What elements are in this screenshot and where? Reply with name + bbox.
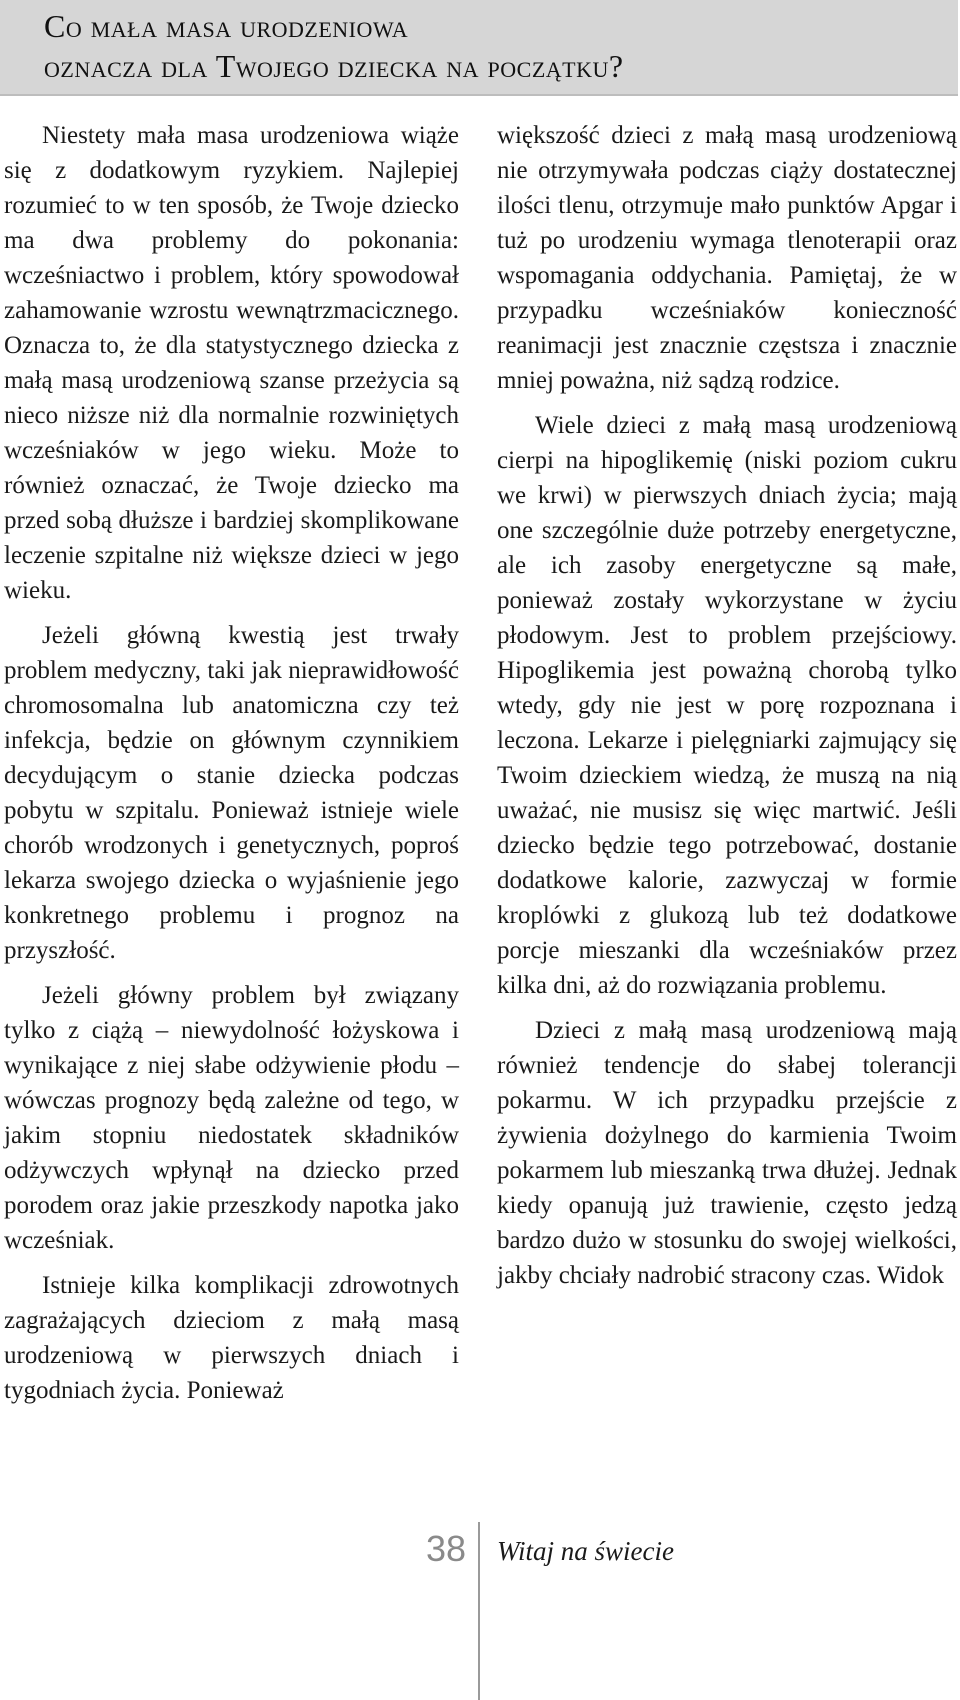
right-text-column [497, 118, 957, 1293]
chapter-heading [44, 6, 624, 86]
chapter-heading-line-2: oznacza dla Twojego dziecka na początku? [44, 48, 624, 84]
chapter-heading-line-1: Co mała masa urodzeniowa [44, 8, 409, 44]
paragraph: Istnieje kilka komplikacji zdrowotnych zagrażających dzieciom z małą masą urodzeniową w pierwszych dniach i tygodniach życia. Ponieważ [4, 1272, 459, 1404]
paragraph: Jeżeli główną kwestią jest trwały problem medyczny, taki jak nieprawidłowość chromosomalna lub anatomiczna czy też infekcja, będzie on głównym czynnikiem decydującym o stanie dziecka podczas pobytu w szpitalu. Ponieważ istnieje wiele chorób wrodzonych i genetycznych, poproś lekarza swojego dziecka o wyjaśnienie jego konkretnego problemu i prognoz na przyszłość. [4, 622, 459, 964]
paragraph: Jeżeli główny problem był związany tylko z ciążą – niewydolność łożyskowa i wynikające z niej słabe odżywienie płodu – wówczas prognozy będą zależne od tego, w jakim stopniu niedostatek składników odżywczych wpłynął na dziecko przed porodem oraz jakie przeszkody napotka jako wcześniak. [4, 982, 459, 1254]
paragraph-continued: większość dzieci z małą masą urodzeniową nie otrzymywała podczas ciąży dostatecznej ilości tlenu, otrzymuje mało punktów Apgar i tuż po urodzeniu wymaga tlenoterapii oraz wspomagania oddychania. Pamiętaj, że w przypadku wcześniaków konieczność reanimacji jest znacznie częstsza i znacznie mniej poważna, niż sądzą rodzice. [497, 122, 957, 394]
footer-divider [478, 1522, 480, 1700]
left-text-column [4, 118, 459, 1408]
running-title: Witaj na świecie [497, 1536, 674, 1566]
page-number: 38 [425, 1528, 466, 1569]
paragraph: Niestety mała masa urodzeniowa wiąże się z dodatkowym ryzykiem. Najlepiej rozumieć to w ten sposób, że Twoje dziecko ma dwa problemy do pokonania: wcześniactwo i problem, który spowodował zahamowanie wzrostu wewnątrzmacicznego. Oznacza to, że dla statystycznego dziecka z małą masą urodzeniową szanse przeżycia są nieco niższe niż dla normalnie rozwiniętych wcześniaków w jego wieku. Może to również oznaczać, że Twoje dziecko ma przed sobą dłuższe i bardziej skomplikowane leczenie szpitalne niż większe dzieci w jego wieku. [4, 122, 459, 604]
chapter-heading-band [0, 0, 958, 96]
paragraph: Wiele dzieci z małą masą urodzeniową cierpi na hipoglikemię (niski poziom cukru we krwi) w pierwszych dniach życia; mają one szczególnie duże potrzeby energetyczne, ale ich zasoby energetyczne są małe, ponieważ zostały wykorzystane w życiu płodowym. Jest to problem przejściowy. Hipoglikemia jest poważną chorobą tylko wtedy, gdy nie jest w porę rozpoznana i leczona. Lekarze i pielęgniarki zajmujący się Twoim dzieckiem wiedzą, że muszą na nią uważać, nie musisz się więc martwić. Jeśli dziecko będzie tego potrzebować, dostanie dodatkowe kalorie, zazwyczaj w formie kroplówki z glukozą lub też dodatkowe porcje mieszanki dla wcześniaków przez kilka dni, aż do rozwiązania problemu. [497, 412, 957, 999]
paragraph: Dzieci z małą masą urodzeniową mają również tendencje do słabej tolerancji pokarmu. W ich przypadku przejście z żywienia dożylnego do karmienia Twoim pokarmem lub mieszanką trwa dłużej. Jednak kiedy opanują już trawienie, często jedzą bardzo dużo w stosunku do swojej wielkości, jakby chciały nadrobić stracony czas. Widok [497, 1017, 957, 1289]
